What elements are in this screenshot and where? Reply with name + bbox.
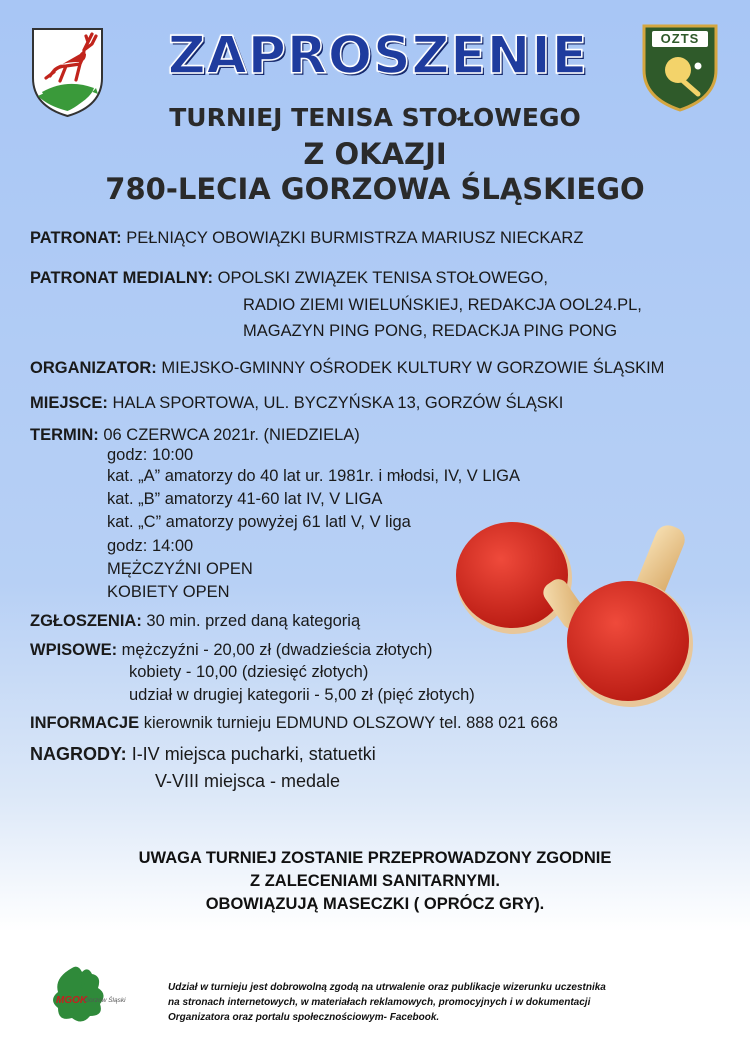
termin-label: TERMIN: <box>30 426 99 444</box>
notice-line: OBOWIĄZUJĄ MASECZKI ( OPRÓCZ GRY). <box>205 895 545 913</box>
subtitle-line-2: Z OKAZJI <box>303 137 447 171</box>
notice-line: Z ZALECENIAMI SANITARNYMI. <box>250 872 500 890</box>
wpisowe-value: mężczyźni - 20,00 zł (dwadzieścia złotych) <box>121 641 433 659</box>
nagrody-value: I-IV miejsca pucharki, statuetki <box>131 744 376 764</box>
patronat-medialny-label: PATRONAT MEDIALNY: <box>30 269 214 287</box>
patronat-row <box>30 229 583 248</box>
patronat-medialny-row <box>30 269 548 288</box>
termin-line: kat. „C” amatorzy powyżej 61 latl V, V liga <box>107 513 411 531</box>
nagrody-row <box>30 744 376 765</box>
miejsce-value: HALA SPORTOWA, UL. BYCZYŃSKA 13, GORZÓW ŚLĄSKI <box>112 394 564 412</box>
page-title: ZAPROSZENIE <box>167 26 589 86</box>
footer-disclaimer <box>168 980 728 1025</box>
informacje-label: INFORMACJE <box>30 714 140 732</box>
zgloszenia-value: 30 min. przed daną kategorią <box>146 612 361 630</box>
ozts-logo-text: OZTS <box>660 31 700 46</box>
zgloszenia-row <box>30 612 360 631</box>
patronat-medialny-line: MAGAZYN PING PONG, REDACKJA PING PONG <box>243 322 618 340</box>
disclaimer-line: Organizatora oraz portalu społecznościowym- Facebook. <box>168 1012 440 1023</box>
organizator-label: ORGANIZATOR: <box>30 359 157 377</box>
termin-row <box>30 426 360 445</box>
informacje-row <box>30 714 558 733</box>
termin-line: godz: 14:00 <box>107 537 194 555</box>
ping-pong-paddles-icon <box>452 518 698 710</box>
termin-line: kat. „A” amatorzy do 40 lat ur. 1981r. i młodsi, IV, V LIGA <box>107 467 520 485</box>
termin-line: godz: 10:00 <box>107 446 194 464</box>
wpisowe-row <box>30 641 433 660</box>
mgok-logo-text: MGOK <box>56 995 88 1006</box>
subtitle-line-1: TURNIEJ TENISA STOŁOWEGO <box>169 103 581 132</box>
miejsce-row <box>30 394 563 413</box>
termin-line: KOBIETY OPEN <box>107 583 230 601</box>
informacje-value: kierownik turnieju EDMUND OLSZOWY tel. 888 021 668 <box>143 714 558 732</box>
wpisowe-line: kobiety - 10,00 (dziesięć złotych) <box>129 663 369 681</box>
miejsce-label: MIEJSCE: <box>30 394 108 412</box>
termin-line: MĘŻCZYŹNI OPEN <box>107 560 253 578</box>
patronat-medialny-line: OPOLSKI ZWIĄZEK TENISA STOŁOWEGO, <box>217 269 548 287</box>
patronat-label: PATRONAT: <box>30 229 122 247</box>
disclaimer-line: Udział w turnieju jest dobrowolną zgodą na utrwalenie oraz publikacje wizerunku uczestnika <box>168 982 606 993</box>
termin-value: 06 CZERWCA 2021r. (NIEDZIELA) <box>103 426 360 444</box>
termin-line: kat. „B” amatorzy 41-60 lat IV, V LIGA <box>107 490 383 508</box>
nagrody-label: NAGRODY: <box>30 744 127 764</box>
nagrody-line: V-VIII miejsca - medale <box>155 771 341 791</box>
wpisowe-line: udział w drugiej kategorii - 5,00 zł (pięć złotych) <box>129 686 475 704</box>
organizator-value: MIEJSKO-GMINNY OŚRODEK KULTURY W GORZOWIE ŚLĄSKIM <box>161 359 665 377</box>
patronat-medialny-line: RADIO ZIEMI WIELUŃSKIEJ, REDAKCJA OOL24.PL, <box>243 296 642 314</box>
disclaimer-line: na stronach internetowych, w materiałach reklamowych, promocyjnych i w dokumentacji <box>168 997 591 1008</box>
patronat-value: PEŁNIĄCY OBOWIĄZKI BURMISTRZA MARIUSZ NIECKARZ <box>126 229 584 247</box>
mgok-logo-sub: Gorzów Śląski <box>84 997 126 1004</box>
notice-line: UWAGA TURNIEJ ZOSTANIE PRZEPROWADZONY ZGODNIE <box>138 849 612 867</box>
zgloszenia-label: ZGŁOSZENIA: <box>30 612 142 630</box>
wpisowe-label: WPISOWE: <box>30 641 118 659</box>
subtitle-line-3: 780-LECIA GORZOWA ŚLĄSKIEGO <box>105 172 645 206</box>
organizator-row <box>30 359 664 378</box>
